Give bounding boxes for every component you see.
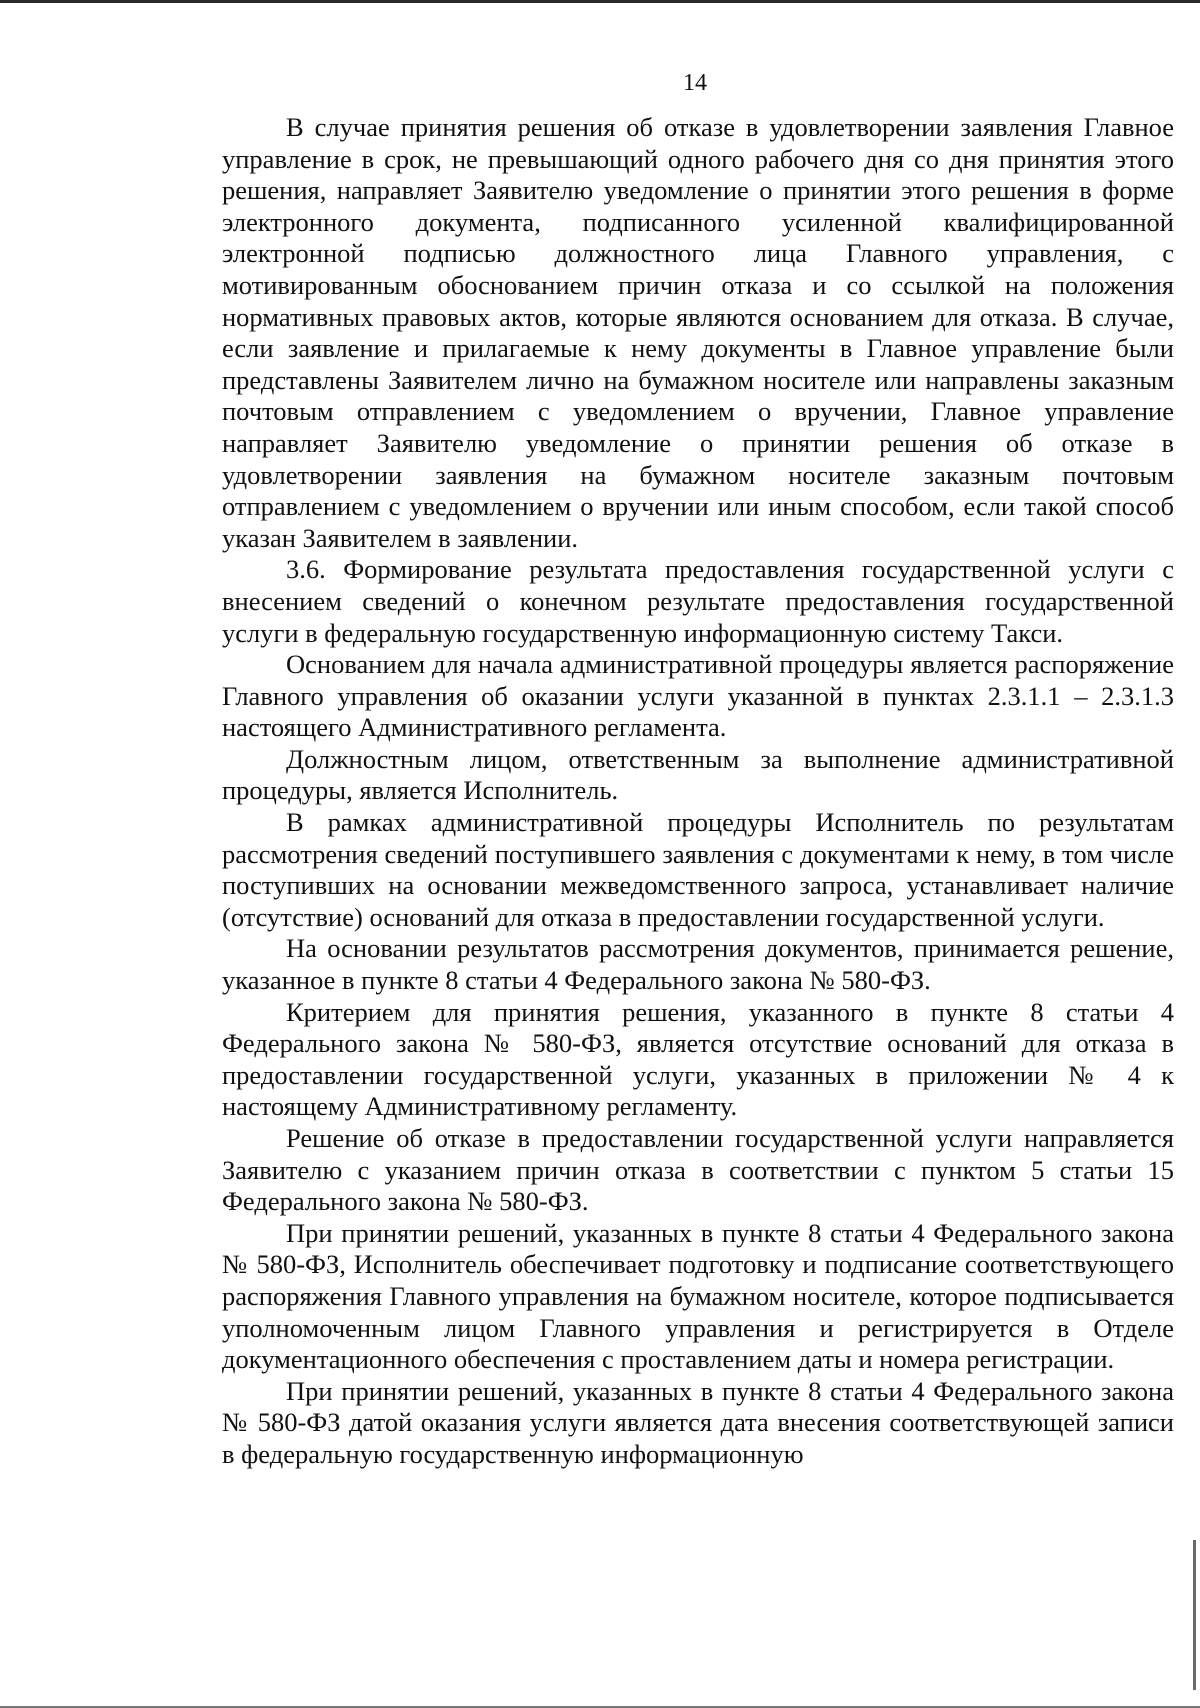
paragraph-refusal-notice: В случае принятия решения об отказе в удовлетворении заявления Главное управление в срок, не превышающий одного рабочего дня со дня принятия этого решения, направляет Заявителю уведомление о принятии этого решения в форме электронного документа, подписанного усиленной квалифицированной электронной подписью должностного лица Главного управления, с мотивированным обоснованием причин отказа и со ссылкой на положения нормативных правовых актов, которые являются основанием для отказа. В случае, если заявление и прилагаемые к нему документы в Главное управление были представлены Заявителем лично на бумажном носителе или направлены заказным почтовым отправлением с уведомлением о вручении, Главное управление направляет Заявителю уведомление о принятии решения об отказе в удовлетворении заявления на бумажном носителе заказным почтовым отправлением с уведомлением о вручении или иным способом, если такой способ указан Заявителем в заявлении.	[222, 112, 1174, 553]
paragraph-order-preparation: При принятии решений, указанных в пункте 8 статьи 4 Федерального закона № 580-ФЗ, Исполнитель обеспечивает подготовку и подписание соответствующего распоряжения Главного управления на бумажном носителе, которое подписывается уполномоченным лицом Главного управления и регистрируется в Отделе документационного обеспечения с проставлением даты и номера регистрации.	[222, 1217, 1174, 1375]
paragraph-refusal-sent: Решение об отказе в предоставлении государственной услуги направляется Заявителю с указанием причин отказа в соответствии с пунктом 5 статьи 15 Федерального закона № 580-ФЗ.	[222, 1123, 1174, 1217]
scan-edge-top	[0, 0, 1200, 3]
paragraph-service-date: При принятии решений, указанных в пункте 8 статьи 4 Федерального закона № 580-ФЗ датой оказания услуги является дата внесения соответствующей записи в федеральную государственную информационную	[222, 1375, 1174, 1469]
paragraph-decision: На основании результатов рассмотрения документов, принимается решение, указанное в пункте 8 статьи 4 Федерального закона № 580-ФЗ.	[222, 933, 1174, 996]
paragraph-procedure-basis: Основанием для начала административной процедуры является распоряжение Главного управления об оказании услуги указанной в пунктах 2.3.1.1 – 2.3.1.3 настоящего Административного регламента.	[222, 649, 1174, 743]
paragraph-responsible-official: Должностным лицом, ответственным за выполнение административной процедуры, является Исполнитель.	[222, 743, 1174, 806]
paragraph-section-3-6-heading: 3.6. Формирование результата предоставления государственной услуги с внесением сведений о конечном результате предоставления государственной услуги в федеральную государственную информационную систему Такси.	[222, 554, 1174, 648]
scan-edge-right	[1193, 1540, 1196, 1690]
page-number: 14	[683, 70, 707, 96]
document-body	[222, 112, 1174, 1471]
paragraph-executor-review: В рамках административной процедуры Исполнитель по результатам рассмотрения сведений поступившего заявления с документами к нему, в том числе поступивших на основании межведомственного запроса, устанавливает наличие (отсутствие) оснований для отказа в предоставлении государственной услуги.	[222, 807, 1174, 932]
paragraph-decision-criterion: Критерием для принятия решения, указанного в пункте 8 статьи 4 Федерального закона № 580-ФЗ, является отсутствие оснований для отказа в предоставлении государственной услуги, указанных в приложении № 4 к настоящему Административному регламенту.	[222, 996, 1174, 1122]
